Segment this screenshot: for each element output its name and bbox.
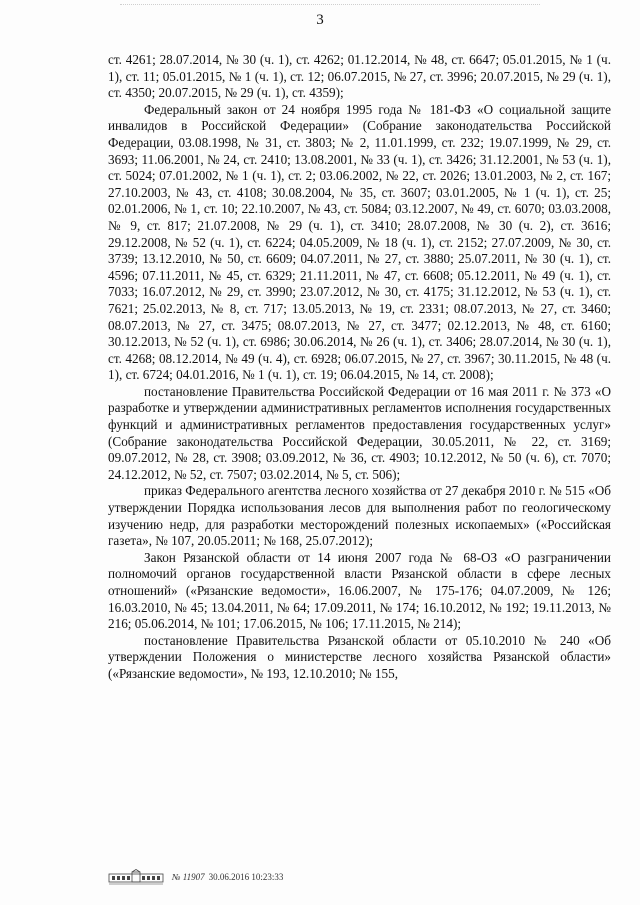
footer bbox=[108, 867, 283, 887]
page-number: 3 bbox=[316, 12, 324, 28]
paragraph-4: приказ Федерального агентства лесного хозяйства от 27 декабря 2010 г. № 515 «Об утверждении Порядка использования лесов для выполнения работ по геологическому изучению недр, для разработки месторождений полезных ископаемых» («Российская газета», № 107, 20.05.2011; № 168, 25.07.2012); bbox=[108, 483, 611, 549]
scan-artifact bbox=[120, 4, 540, 7]
paragraph-1: ст. 4261; 28.07.2014, № 30 (ч. 1), ст. 4262; 01.12.2014, № 48, ст. 6647; 05.01.2015, № 1 (ч. 1), ст. 11; 05.01.2015, № 1 (ч. 1), ст. 12; 06.07.2015, № 27, ст. 3996; 20.07.2015, № 29 (ч. 1), ст. 4350; 20.07.2015, № 29 (ч. 1), ст. 4359); bbox=[108, 52, 611, 101]
paragraph-5: Закон Рязанской области от 14 июня 2007 года № 68-ОЗ «О разграничении полномочий органов государственной власти Рязанской области в сфере лесных отношений» («Рязанские ведомости», 16.06.2007, № 175-176; 04.07.2009, № 126; 16.03.2010, № 45; 13.04.2011, № 64; 17.09.2011, № 174; 16.10.2012, № 192; 19.11.2013, № 216; 05.06.2014, № 101; 17.06.2015, № 106; 17.11.2015, № 214); bbox=[108, 549, 611, 632]
footer-timestamp: 30.06.2016 10:23:33 bbox=[208, 872, 284, 882]
paragraph-6: постановление Правительства Рязанской области от 05.10.2010 № 240 «Об утверждении Положения о министерстве лесного хозяйства Рязанской области» («Рязанские ведомости», № 193, 12.10.2010; № 155, bbox=[108, 632, 611, 681]
registry-stamp-icon bbox=[108, 869, 164, 885]
paragraph-3: постановление Правительства Российской Федерации от 16 мая 2011 г. № 373 «О разработке и утверждении административных регламентов исполнения государственных функций и административных регламентов предоставления государственных услуг» (Собрание законодательства Российской Федерации, 30.05.2011, № 22, ст. 3169; 09.07.2012, № 28, ст. 3908; 03.09.2012, № 36, ст. 4903; 10.12.2012, № 50 (ч. 6), ст. 7070; 24.12.2012, № 52, ст. 7507; 03.02.2014, № 5, ст. 506); bbox=[108, 383, 611, 482]
footer-doc-number: № 11907 bbox=[172, 872, 205, 882]
document-body bbox=[108, 52, 611, 683]
paragraph-2: Федеральный закон от 24 ноября 1995 года № 181-ФЗ «О социальной защите инвалидов в Российской Федерации» (Собрание законодательства Российской Федерации, 03.08.1998, № 31, ст. 3803; № 2, 11.01.1999, ст. 232; 19.07.1999, № 29, ст. 3693; 11.06.2001, № 24, ст. 2410; 13.08.2001, № 33 (ч. 1), ст. 3426; 31.12.2001, № 53 (ч. 1), ст. 5024; 07.01.2002, № 1 (ч. 1), ст. 2; 03.06.2002, № 22, ст. 2026; 13.01.2003, № 2, ст. 167; 27.10.2003, № 43, ст. 4108; 30.08.2004, № 35, ст. 3607; 03.01.2005, № 1 (ч. 1), ст. 25; 02.01.2006, № 1, ст. 10; 22.10.2007, № 43, ст. 5084; 03.12.2007, № 49, ст. 6070; 03.03.2008, № 9, ст. 817; 21.07.2008, № 29 (ч. 1), ст. 3410; 28.07.2008, № 30 (ч. 2), ст. 3616; 29.12.2008, № 52 (ч. 1), ст. 6224; 04.05.2009, № 18 (ч. 1), ст. 2152; 27.07.2009, № 30, ст. 3739; 13.12.2010, № 50, ст. 6609; 04.07.2011, № 27, ст. 3880; 25.07.2011, № 30 (ч. 1), ст. 4596; 07.11.2011, № 45, ст. 6329; 21.11.2011, № 47, ст. 6608; 05.12.2011, № 49 (ч. 1), ст. 7033; 16.07.2012, № 29, ст. 3990; 23.07.2012, № 30, ст. 4175; 31.12.2012, № 53 (ч. 1), ст. 7621; 25.02.2013, № 8, ст. 717; 13.05.2013, № 19, ст. 2331; 08.07.2013, № 27, ст. 3460; 08.07.2013, № 27, ст. 3475; 08.07.2013, № 27, ст. 3477; 02.12.2013, № 48, ст. 6160; 30.12.2013, № 52 (ч. 1), ст. 6986; 30.06.2014, № 26 (ч. 1), ст. 3406; 28.07.2014, № 30 (ч. 1), ст. 4268; 08.12.2014, № 49 (ч. 4), ст. 6928; 06.07.2015, № 27, ст. 3967; 30.11.2015, № 48 (ч. 1), ст. 6724; 04.01.2016, № 1 (ч. 1), ст. 19; 06.04.2015, № 14, ст. 2008); bbox=[108, 101, 611, 383]
